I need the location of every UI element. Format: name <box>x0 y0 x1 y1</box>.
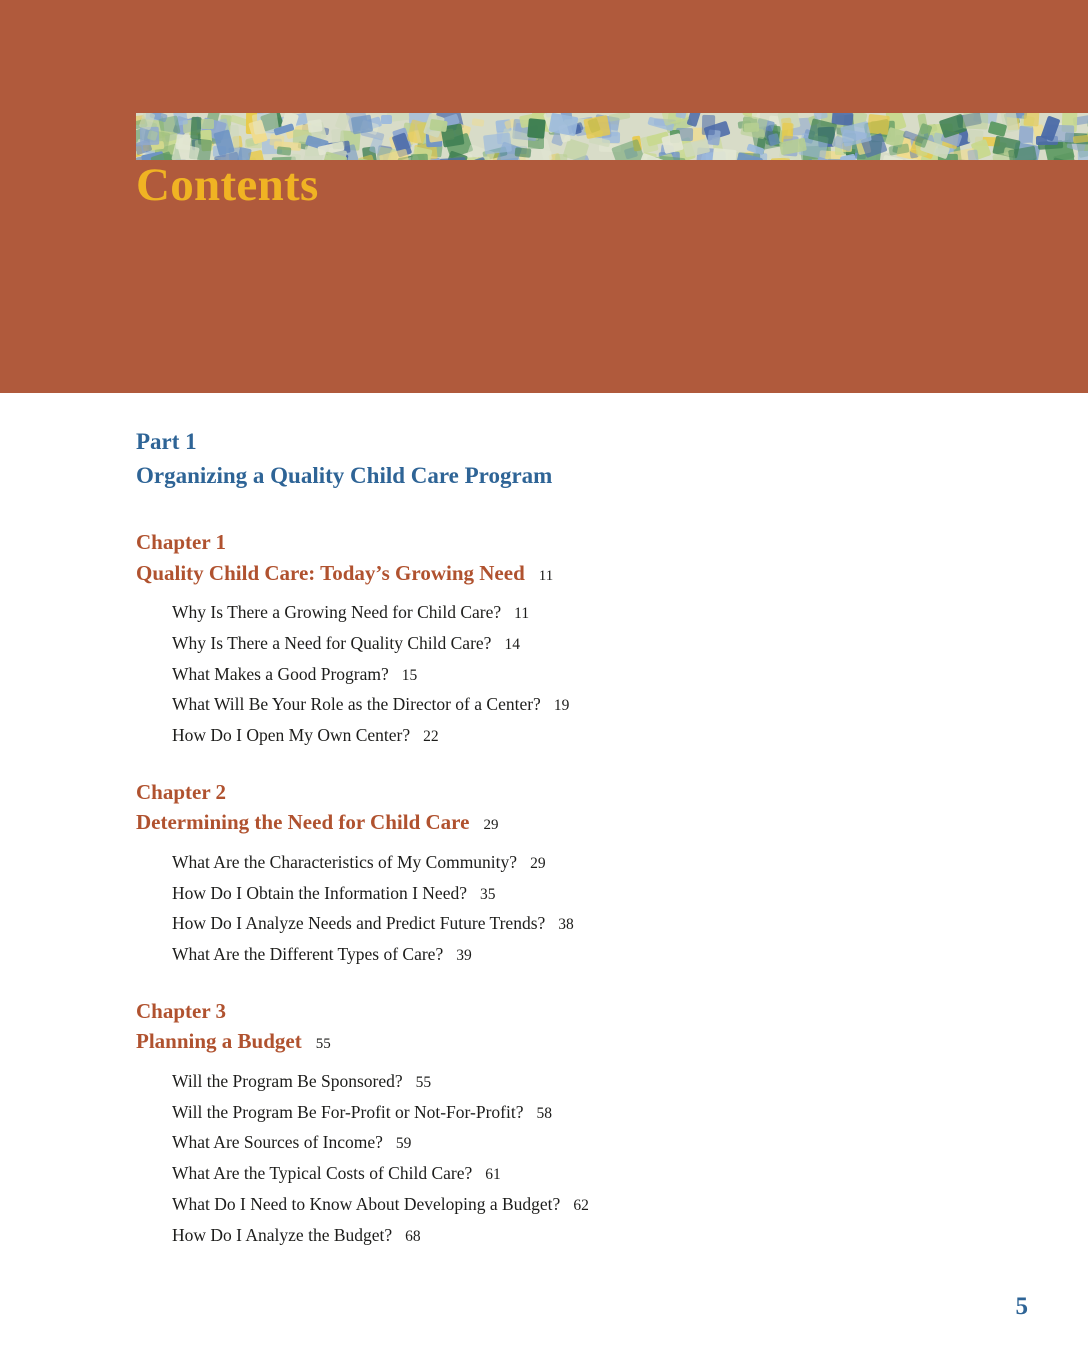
mosaic-tile <box>1024 113 1040 126</box>
entry-text: Why Is There a Need for Quality Child Care? <box>172 632 492 653</box>
chapter-title-row[interactable] <box>136 807 986 837</box>
entry-page-number: 68 <box>405 1227 421 1245</box>
entry-page-number: 14 <box>504 635 520 653</box>
chapter-page-number: 11 <box>538 567 554 584</box>
entry-page-number: 15 <box>401 666 418 684</box>
entry-page-number: 62 <box>573 1197 589 1215</box>
mosaic-tile <box>527 119 545 139</box>
chapter-title: Planning a Budget <box>136 1029 302 1054</box>
chapter-label: Chapter 1 <box>136 530 227 555</box>
entry-page-number: 19 <box>553 697 570 715</box>
header-band <box>0 0 1088 393</box>
mosaic-tile <box>713 148 737 160</box>
chapter-block <box>136 777 986 970</box>
mosaic-tile <box>440 157 467 160</box>
entry-page-number: 55 <box>415 1073 432 1091</box>
chapter-entry-list <box>172 597 986 751</box>
mosaic-tile <box>335 113 351 131</box>
part-label: Part 1 <box>136 429 197 454</box>
footer-page-number: 5 <box>1015 1293 1028 1320</box>
entry-text: How Do I Open My Own Center? <box>172 725 411 746</box>
entry-text: How Do I Analyze the Budget? <box>172 1224 393 1245</box>
entry-page-number: 58 <box>536 1104 552 1122</box>
mosaic-tile <box>702 115 716 136</box>
entry-text: What Will Be Your Role as the Director of a Center? <box>172 694 541 715</box>
mosaic-tile <box>740 115 768 140</box>
mosaic-tile <box>515 147 532 157</box>
page-title: Contents <box>136 159 319 211</box>
entry-page-number: 61 <box>485 1166 501 1184</box>
mosaic-tile <box>962 113 988 130</box>
entry-text: What Are the Characteristics of My Community? <box>172 851 518 872</box>
mosaic-tile <box>471 118 484 127</box>
list-item[interactable] <box>172 1220 986 1251</box>
mosaic-tile <box>381 115 392 125</box>
list-item[interactable] <box>172 1189 986 1220</box>
entry-page-number: 22 <box>423 728 439 746</box>
entry-text: Will the Program Be For-Profit or Not-For-Profit? <box>172 1101 524 1122</box>
chapter-label: Chapter 3 <box>136 998 227 1023</box>
list-item[interactable] <box>172 1158 986 1189</box>
entry-page-number: 59 <box>395 1135 412 1153</box>
list-item[interactable] <box>172 1127 986 1158</box>
list-item[interactable] <box>172 628 986 659</box>
chapter-title-row[interactable] <box>136 558 986 588</box>
chapter-block <box>136 996 986 1251</box>
entry-text: What Are the Typical Costs of Child Care? <box>172 1163 473 1184</box>
mosaic-tile <box>609 113 631 122</box>
chapter-entry-list <box>172 1066 986 1251</box>
list-item[interactable] <box>172 939 986 970</box>
chapter-title: Quality Child Care: Today’s Growing Need <box>136 560 525 585</box>
chapter-page-number: 29 <box>483 817 499 834</box>
entry-page-number: 35 <box>479 885 496 903</box>
chapter-label: Chapter 2 <box>136 779 227 804</box>
decorative-mosaic-strip <box>136 113 1088 160</box>
mosaic-tile <box>270 134 285 146</box>
entry-text: What Are Sources of Income? <box>172 1132 383 1153</box>
mosaic-tile <box>331 129 345 150</box>
entry-page-number: 11 <box>514 604 530 622</box>
entry-page-number: 39 <box>456 947 472 965</box>
chapter-entry-list <box>172 847 986 970</box>
mosaic-tile <box>905 159 918 160</box>
entry-page-number: 29 <box>530 854 546 872</box>
list-item[interactable] <box>172 659 986 690</box>
entry-text: How Do I Obtain the Information I Need? <box>172 882 467 903</box>
list-item[interactable] <box>172 597 986 628</box>
entry-text: What Are the Different Types of Care? <box>172 944 444 965</box>
entry-text: How Do I Analyze Needs and Predict Future Trends? <box>172 913 546 934</box>
chapter-title: Determining the Need for Child Care <box>136 810 470 835</box>
entry-text: What Do I Need to Know About Developing a Budget? <box>172 1194 561 1215</box>
mosaic-tile <box>867 113 890 134</box>
mosaic-tile <box>968 150 979 160</box>
mosaic-tile <box>308 119 324 133</box>
chapter-block <box>136 527 986 751</box>
list-item[interactable] <box>172 878 986 909</box>
entry-text: Why Is There a Growing Need for Child Care? <box>172 601 502 622</box>
list-item[interactable] <box>172 1066 986 1097</box>
table-of-contents <box>136 425 986 1277</box>
list-item[interactable] <box>172 908 986 939</box>
mosaic-tile <box>1077 151 1088 160</box>
part-heading <box>136 425 986 493</box>
list-item[interactable] <box>172 689 986 720</box>
mosaic-tile <box>411 154 428 160</box>
entry-page-number: 38 <box>558 916 574 934</box>
list-item[interactable] <box>172 1097 986 1128</box>
mosaic-tile <box>276 146 291 156</box>
chapter-title-row[interactable] <box>136 1026 986 1056</box>
mosaic-tile <box>201 119 214 129</box>
mosaic-tile <box>483 133 512 155</box>
part-title: Organizing a Quality Child Care Program <box>136 463 553 489</box>
list-item[interactable] <box>172 847 986 878</box>
list-item[interactable] <box>172 720 986 751</box>
chapter-page-number: 55 <box>315 1036 331 1053</box>
entry-text: What Makes a Good Program? <box>172 663 389 684</box>
entry-text: Will the Program Be Sponsored? <box>172 1070 403 1091</box>
